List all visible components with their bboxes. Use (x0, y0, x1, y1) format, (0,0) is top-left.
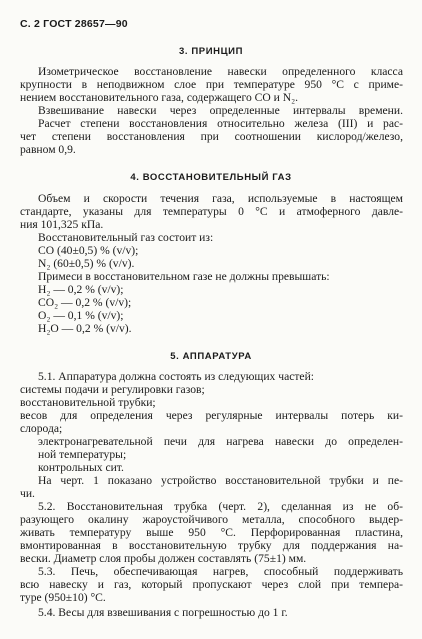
section-title-reducing-gas: 4. ВОССТАНОВИТЕЛЬНЫЙ ГАЗ (130, 172, 292, 183)
text-line: системы подачи и регулировки газов; (20, 383, 205, 396)
text-line: 5.1. Аппаратура должна состоять из следующих частей: (38, 370, 315, 383)
text-line: ния 101,325 кПа. (20, 218, 104, 231)
text-line: CO₂ — 0,2 % (v/v); (38, 296, 132, 309)
text-line: Объем и скорости течения газа, используемые в настоящем (38, 192, 403, 205)
text-line: 5.3. Печь, обеспечивающая нагрев, способный поддерживать (38, 565, 403, 578)
text-line: слорода; (20, 422, 63, 435)
text-line: Восстановительный газ состоит из: (38, 231, 214, 244)
text-line: H₂O — 0,2 % (v/v). (38, 322, 132, 335)
text-line: разующего окалину жароустойчивого металла, способного выдер- (20, 513, 403, 526)
text-line: Примеси в восстановительном газе не должны превышать: (38, 270, 330, 283)
text-line: крупности в неподвижном слое при температуре 950 °С с приме- (20, 78, 403, 91)
text-line: Взвешивание навески через определенные интервалы времени. (38, 104, 403, 117)
page-header: С. 2 ГОСТ 28657—90 (20, 18, 128, 30)
text-line: весов для определения через регулярные интервалы потерь ки- (20, 409, 403, 422)
section-title-principle: 3. ПРИНЦИП (178, 46, 243, 57)
text-line: O₂ — 0,1 % (v/v); (38, 309, 124, 322)
text-line: чет степени восстановления при соотношении кислород/железо, (20, 130, 403, 143)
text-line: электронагревательной печи для нагрева навески до определен- (38, 435, 403, 448)
text-line: 5.4. Весы для взвешивания с погрешностью до 1 г. (38, 606, 288, 619)
text-line: Расчет степени восстановления относительно железа (III) и рас- (38, 117, 403, 130)
text-line: восстановительной трубки; (20, 396, 156, 409)
section-title-apparatus: 5. АППАРАТУРА (170, 351, 252, 362)
text-line: ной температуры; (38, 448, 127, 461)
text-line: живать температуру выше 950 °С. Перфорированная пластина, (20, 526, 403, 539)
text-line: вески. Диаметр слоя пробы должен составлять (75±1) мм. (20, 552, 307, 565)
text-line: чи. (20, 487, 35, 500)
text-line: нением восстановительного газа, содержащего СО и N₂. (20, 91, 299, 104)
text-line: N₂ (60±0,5) % (v/v). (38, 257, 135, 270)
text-line: вмонтированная в восстановительную трубку для поддержания на- (20, 539, 403, 552)
text-line: всю навеску и газ, который пропускают через слой при темпера- (20, 578, 403, 591)
text-line: стандарте, указаны для температуры 0 °С и атмоферного давле- (20, 205, 403, 218)
text-line: Изометрическое восстановление навески определенного класса (38, 65, 403, 78)
text-line: На черт. 1 показано устройство восстановительной трубки и пе- (38, 474, 403, 487)
text-line: CO (40±0,5) % (v/v); (38, 244, 139, 257)
text-line: 5.2. Восстановительная трубка (черт. 2), сделанная из не об- (38, 500, 403, 513)
text-line: контрольных сит. (38, 461, 124, 474)
text-line: равном 0,9. (20, 143, 76, 156)
text-line: туре (950±10) °С. (20, 591, 106, 604)
text-line: H₂ — 0,2 % (v/v); (38, 283, 124, 296)
